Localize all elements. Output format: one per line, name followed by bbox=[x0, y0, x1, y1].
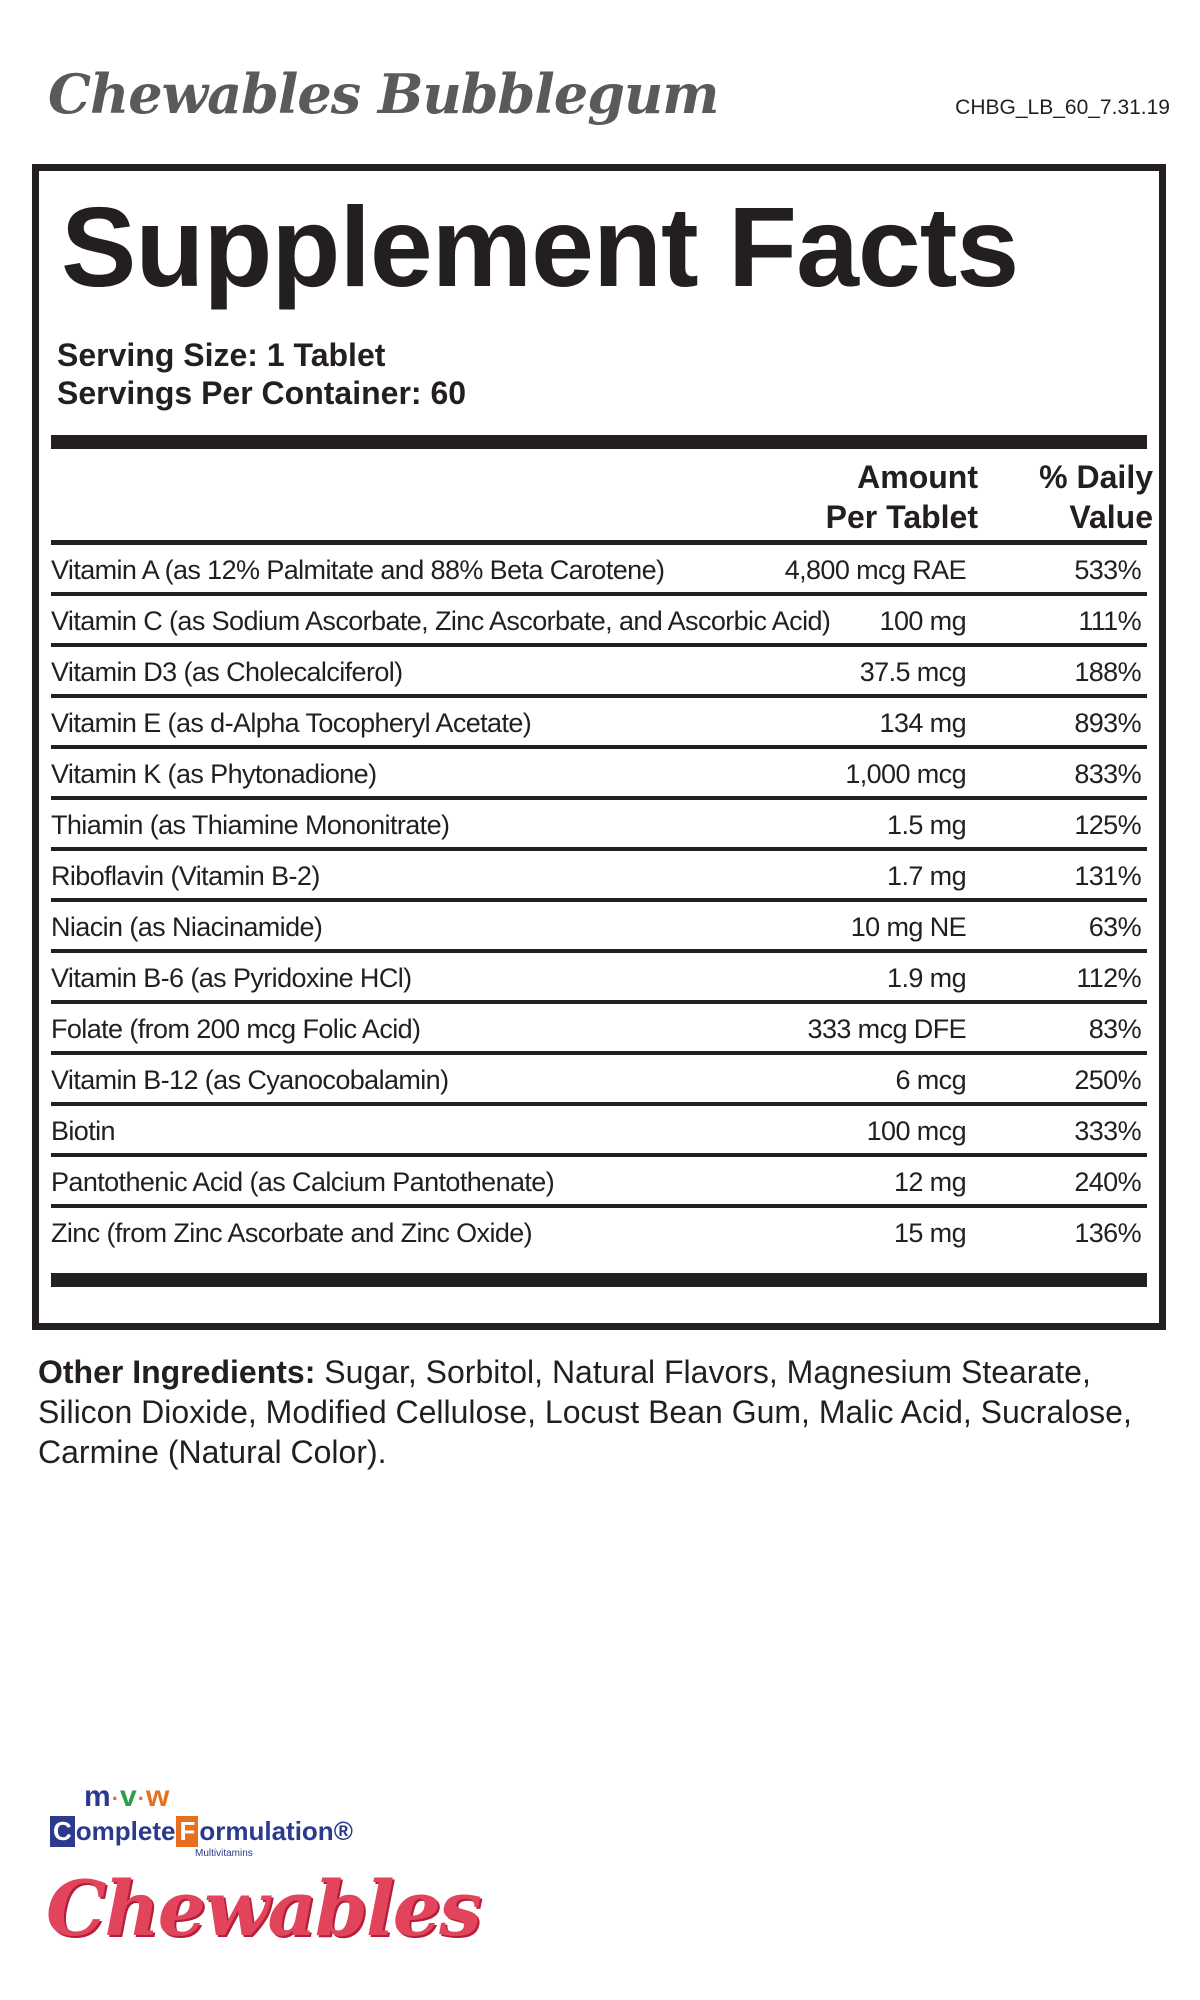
amount-header-line2: Per Tablet bbox=[825, 499, 978, 535]
servings-per-container: Servings Per Container: 60 bbox=[57, 375, 467, 411]
label-code: CHBG_LB_60_7.31.19 bbox=[955, 96, 1170, 119]
nutrient-daily-value: 333% bbox=[1074, 1116, 1141, 1146]
nutrient-name: Pantothenic Acid (as Calcium Pantothenate) bbox=[51, 1167, 555, 1197]
supplement-facts-panel bbox=[32, 164, 1166, 1330]
serving-size: Serving Size: 1 Tablet bbox=[57, 337, 386, 373]
nutrient-name: Vitamin C (as Sodium Ascorbate, Zinc Ascorbate, and Ascorbic Acid) bbox=[51, 606, 831, 636]
nutrient-name: Vitamin E (as d-Alpha Tocopheryl Acetate) bbox=[51, 708, 532, 738]
nutrient-table bbox=[51, 545, 1147, 1255]
nutrient-daily-value: 111% bbox=[1078, 606, 1141, 636]
table-row bbox=[51, 545, 1147, 596]
nutrient-daily-value: 533% bbox=[1074, 555, 1141, 585]
nutrient-daily-value: 240% bbox=[1074, 1167, 1141, 1197]
mvw-letter-w: w bbox=[146, 1780, 171, 1813]
nutrient-name: Niacin (as Niacinamide) bbox=[51, 912, 323, 942]
nutrient-amount: 134 mg bbox=[879, 708, 966, 738]
table-row bbox=[51, 1208, 1147, 1255]
panel-title: Supplement Facts bbox=[61, 184, 1019, 310]
nutrient-name: Thiamin (as Thiamine Mononitrate) bbox=[51, 810, 450, 840]
nutrient-daily-value: 833% bbox=[1074, 759, 1141, 789]
nutrient-daily-value: 63% bbox=[1088, 912, 1141, 942]
nutrient-name: Biotin bbox=[51, 1116, 115, 1146]
nutrient-amount: 6 mcg bbox=[895, 1065, 966, 1095]
table-row bbox=[51, 698, 1147, 749]
nutrient-amount: 1.5 mg bbox=[887, 810, 966, 840]
nutrient-amount: 4,800 mcg RAE bbox=[784, 555, 966, 585]
multivitamins-subtext: Multivitamins bbox=[195, 1848, 253, 1859]
amount-column-header bbox=[826, 457, 978, 537]
chewables-wordmark: Chewables bbox=[46, 1864, 480, 1953]
nutrient-daily-value: 250% bbox=[1074, 1065, 1141, 1095]
table-row bbox=[51, 800, 1147, 851]
nutrient-daily-value: 125% bbox=[1074, 810, 1141, 840]
nutrient-daily-value: 136% bbox=[1074, 1218, 1141, 1248]
table-row bbox=[51, 647, 1147, 698]
nutrient-amount: 1,000 mcg bbox=[845, 759, 966, 789]
nutrient-name: Vitamin B-12 (as Cyanocobalamin) bbox=[51, 1065, 449, 1095]
complete-formulation-wordmark bbox=[50, 1816, 353, 1847]
mvw-letter-m: m bbox=[84, 1780, 112, 1813]
nutrient-daily-value: 188% bbox=[1074, 657, 1141, 687]
nutrient-amount: 10 mg NE bbox=[850, 912, 966, 942]
nutrient-name: Vitamin K (as Phytonadione) bbox=[51, 759, 377, 789]
table-row bbox=[51, 1055, 1147, 1106]
other-ingredients bbox=[38, 1352, 1168, 1472]
nutrient-name: Vitamin A (as 12% Palmitate and 88% Beta Carotene) bbox=[51, 555, 665, 585]
nutrient-name: Vitamin D3 (as Cholecalciferol) bbox=[51, 657, 403, 687]
table-row bbox=[51, 902, 1147, 953]
nutrient-amount: 1.7 mg bbox=[887, 861, 966, 891]
nutrient-amount: 333 mcg DFE bbox=[807, 1014, 966, 1044]
mvw-dot: · bbox=[137, 1786, 147, 1811]
table-row bbox=[51, 596, 1147, 647]
nutrient-amount: 15 mg bbox=[893, 1218, 966, 1248]
other-ingredients-text: Sugar, Sorbitol, Natural Flavors, Magnesium Stearate, Silicon Dioxide, Modified Cellulose, Locust Bean Gum, Malic Acid, Sucralose, Carmine (Natural Color). bbox=[38, 1354, 1132, 1470]
nutrient-name: Vitamin B-6 (as Pyridoxine HCl) bbox=[51, 963, 412, 993]
cf-formulation-text: ormulation® bbox=[199, 1816, 353, 1846]
nutrient-amount: 100 mcg bbox=[866, 1116, 966, 1146]
thick-divider-bottom bbox=[51, 1273, 1147, 1287]
mvw-dot: · bbox=[111, 1786, 121, 1811]
nutrient-name: Folate (from 200 mcg Folic Acid) bbox=[51, 1014, 421, 1044]
table-row bbox=[51, 749, 1147, 800]
mvw-logo-mark bbox=[84, 1780, 170, 1814]
table-row bbox=[51, 953, 1147, 1004]
dv-header-line2: Value bbox=[1069, 499, 1153, 535]
nutrient-daily-value: 893% bbox=[1074, 708, 1141, 738]
nutrient-daily-value: 83% bbox=[1088, 1014, 1141, 1044]
mvw-letter-v: v bbox=[120, 1780, 138, 1813]
nutrient-amount: 100 mg bbox=[879, 606, 966, 636]
table-row bbox=[51, 851, 1147, 902]
nutrient-name: Zinc (from Zinc Ascorbate and Zinc Oxide) bbox=[51, 1218, 533, 1248]
dv-header-line1: % Daily bbox=[1039, 459, 1153, 495]
nutrient-amount: 12 mg bbox=[893, 1167, 966, 1197]
cf-f-block: F bbox=[176, 1816, 198, 1847]
product-name: Chewables Bubblegum bbox=[48, 62, 719, 126]
table-row bbox=[51, 1004, 1147, 1055]
thick-divider-top bbox=[51, 435, 1147, 449]
nutrient-daily-value: 112% bbox=[1076, 963, 1141, 993]
amount-header-line1: Amount bbox=[857, 459, 978, 495]
cf-complete-text: omplete bbox=[75, 1816, 176, 1846]
daily-value-column-header bbox=[1039, 457, 1153, 537]
table-row bbox=[51, 1157, 1147, 1208]
nutrient-amount: 1.9 mg bbox=[887, 963, 966, 993]
table-row bbox=[51, 1106, 1147, 1157]
brand-logo bbox=[46, 1780, 480, 1960]
cf-c-block: C bbox=[50, 1816, 75, 1847]
nutrient-amount: 37.5 mcg bbox=[859, 657, 966, 687]
nutrient-daily-value: 131% bbox=[1074, 861, 1141, 891]
other-ingredients-label: Other Ingredients: bbox=[38, 1354, 316, 1390]
nutrient-name: Riboflavin (Vitamin B-2) bbox=[51, 861, 320, 891]
